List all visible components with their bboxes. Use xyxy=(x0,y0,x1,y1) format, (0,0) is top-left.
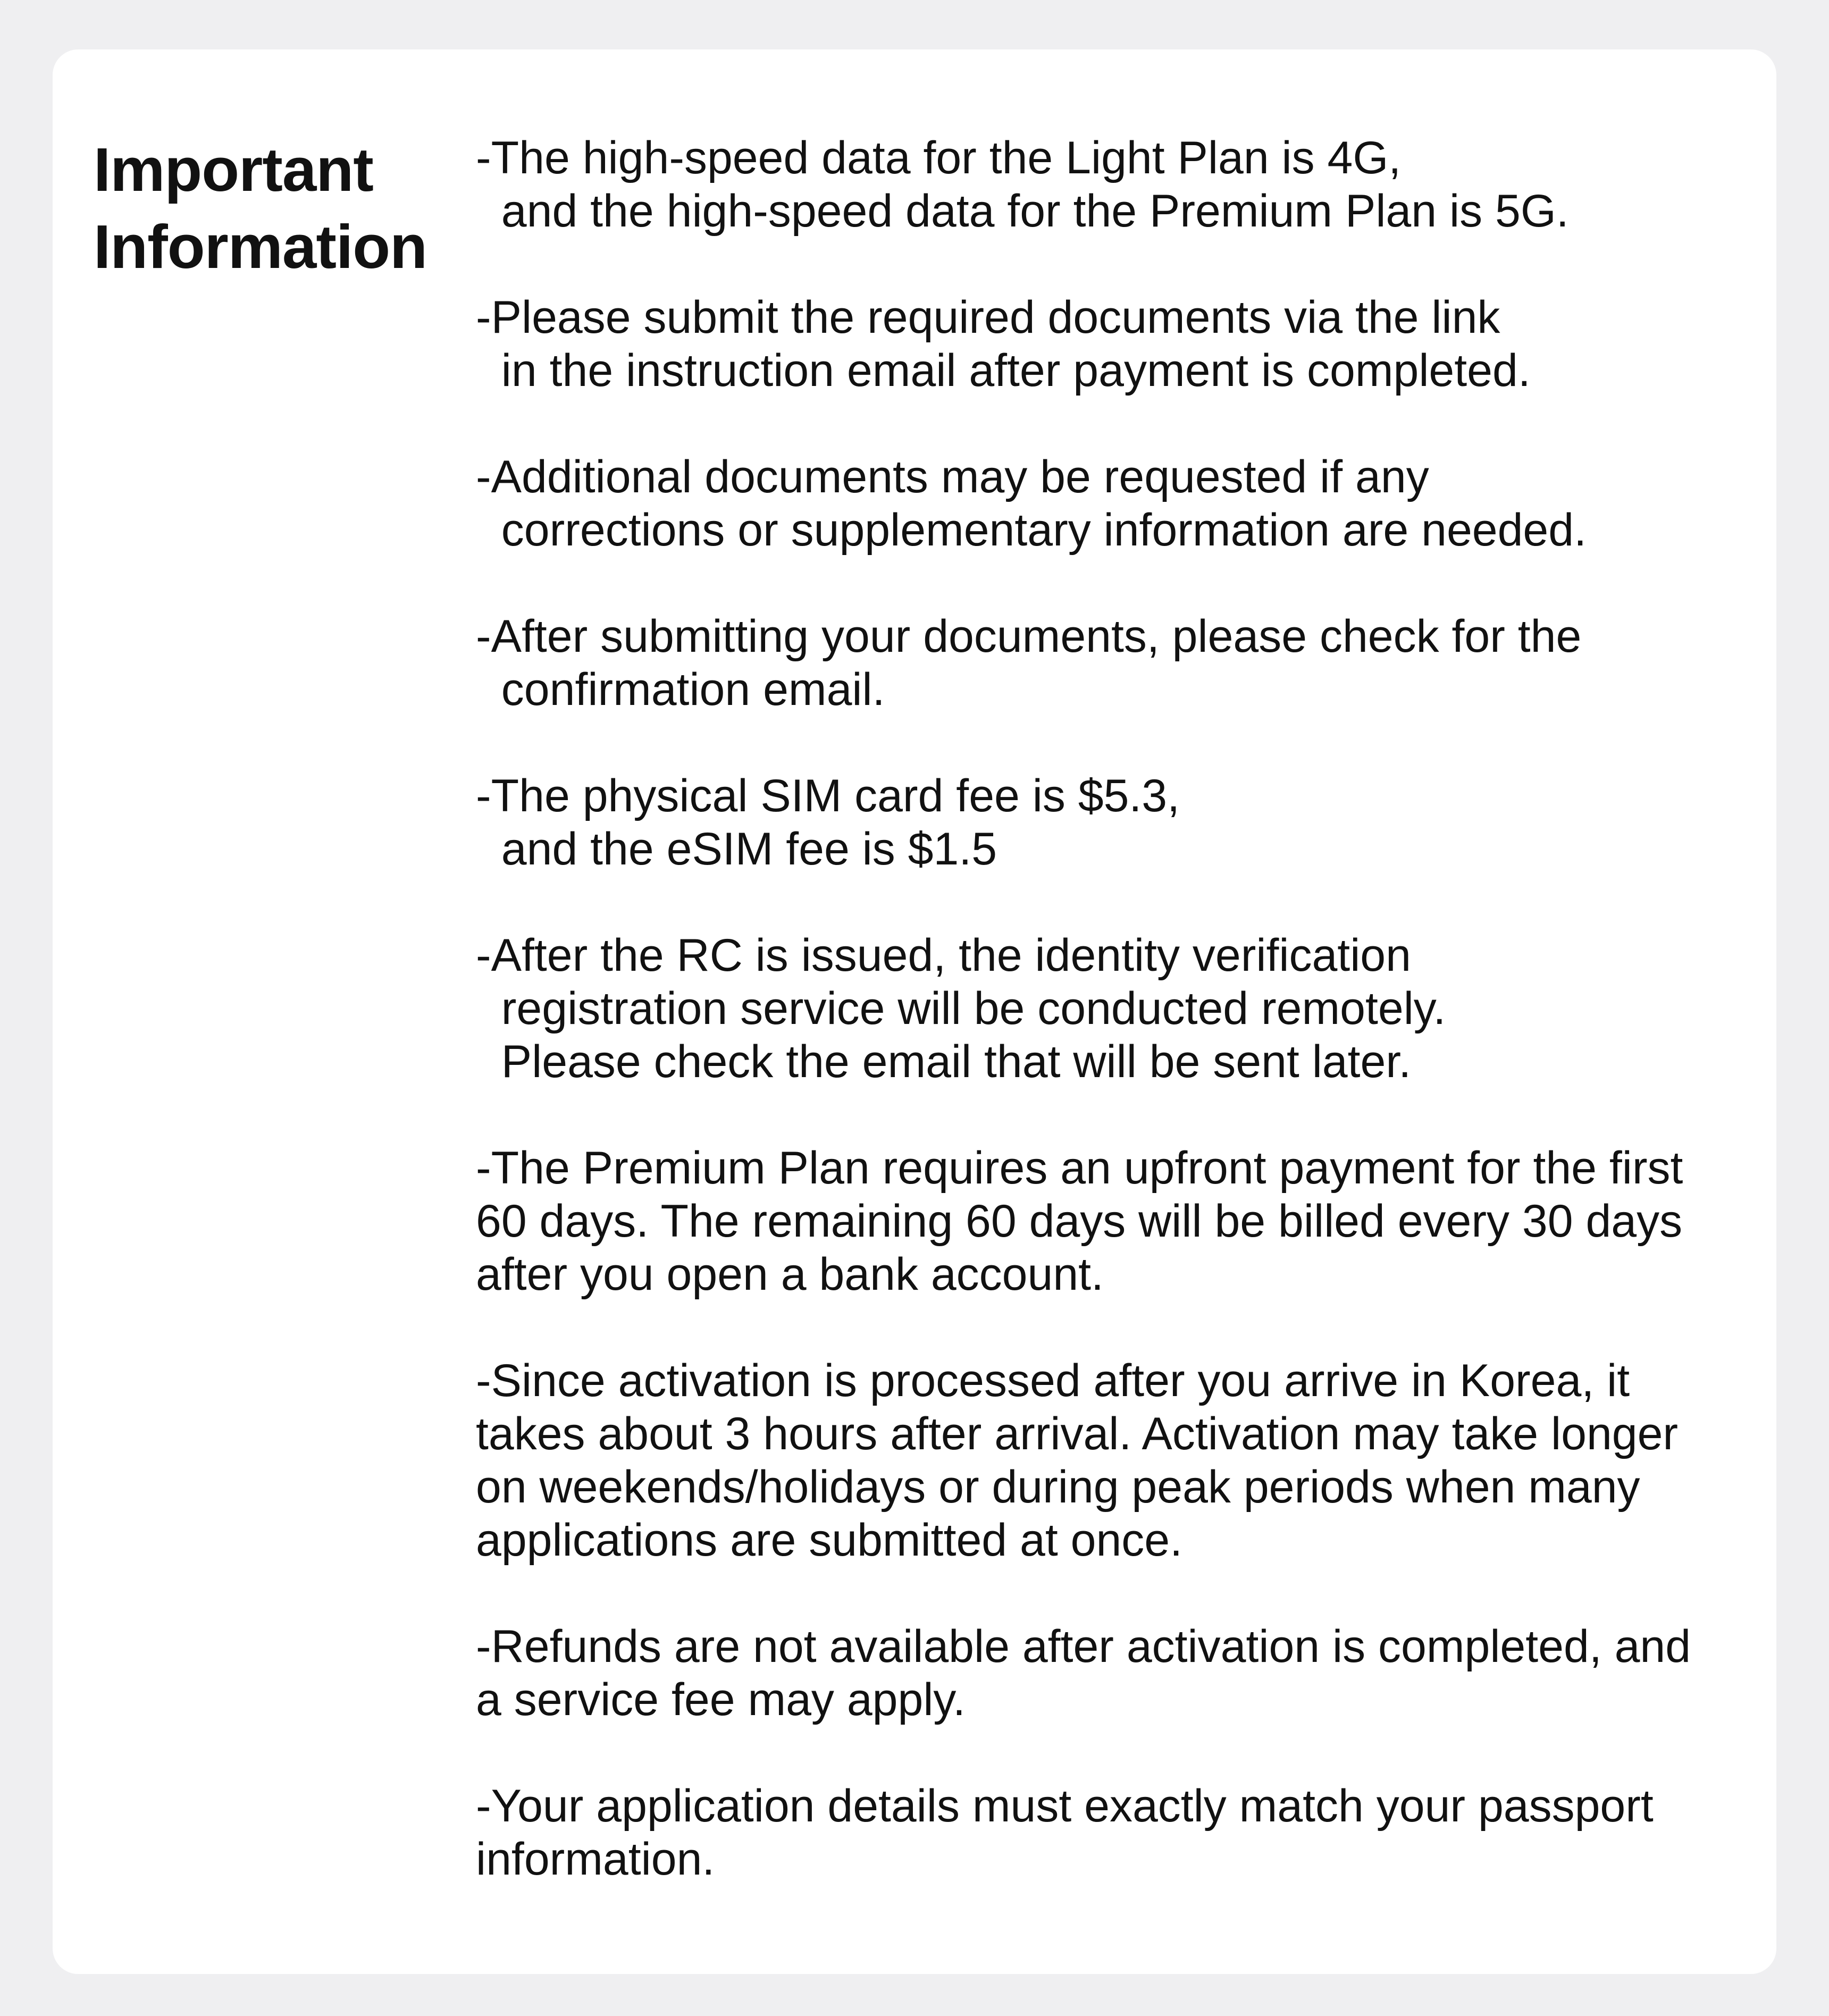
info-item xyxy=(476,1141,1763,1301)
info-item-line: -The Premium Plan requires an upfront payment for the first xyxy=(476,1143,1683,1194)
info-item-line: after you open a bank account. xyxy=(476,1249,1104,1300)
info-item xyxy=(476,610,1763,716)
info-item-line: and the eSIM fee is $1.5 xyxy=(476,824,997,875)
info-item-line: -Refunds are not available after activation is completed, and xyxy=(476,1621,1691,1672)
info-item-line: in the instruction email after payment is completed. xyxy=(476,345,1531,396)
info-item-line: 60 days. The remaining 60 days will be billed every 30 days xyxy=(476,1196,1683,1247)
info-item xyxy=(476,291,1763,397)
info-item-line: corrections or supplementary information are needed. xyxy=(476,505,1587,556)
info-item-line: a service fee may apply. xyxy=(476,1674,966,1725)
info-item-line: on weekends/holidays or during peak periods when many xyxy=(476,1461,1640,1513)
info-item xyxy=(476,1354,1763,1567)
info-item-line: registration service will be conducted remotely. xyxy=(476,983,1446,1034)
info-item-line: -Additional documents may be requested if any xyxy=(476,451,1429,502)
heading-line: Information xyxy=(94,212,427,281)
info-card xyxy=(53,49,1776,1974)
info-item-line: -After the RC is issued, the identity verification xyxy=(476,930,1411,981)
info-item-line: -The high-speed data for the Light Plan is 4G, xyxy=(476,132,1402,183)
info-list xyxy=(476,131,1763,1939)
info-item-line: -The physical SIM card fee is $5.3, xyxy=(476,770,1180,821)
section-heading xyxy=(94,131,427,285)
info-item-line: -Since activation is processed after you arrive in Korea, it xyxy=(476,1355,1630,1406)
info-item-line: -Your application details must exactly match your passport xyxy=(476,1780,1654,1832)
info-item-line: -Please submit the required documents via the link xyxy=(476,292,1500,343)
info-item xyxy=(476,1779,1763,1886)
heading-line: Important xyxy=(94,135,373,204)
info-item-line: applications are submitted at once. xyxy=(476,1515,1183,1566)
info-item xyxy=(476,929,1763,1088)
info-item xyxy=(476,769,1763,876)
info-item-line: takes about 3 hours after arrival. Activation may take longer xyxy=(476,1408,1679,1459)
info-item-line: Please check the email that will be sent later. xyxy=(476,1036,1412,1087)
info-item-line: -After submitting your documents, please check for the xyxy=(476,611,1582,662)
info-item xyxy=(476,1620,1763,1726)
info-item-line: and the high-speed data for the Premium Plan is 5G. xyxy=(476,186,1569,237)
info-item xyxy=(476,131,1763,238)
info-item xyxy=(476,450,1763,557)
info-item-line: information. xyxy=(476,1834,715,1885)
info-item-line: confirmation email. xyxy=(476,664,885,715)
